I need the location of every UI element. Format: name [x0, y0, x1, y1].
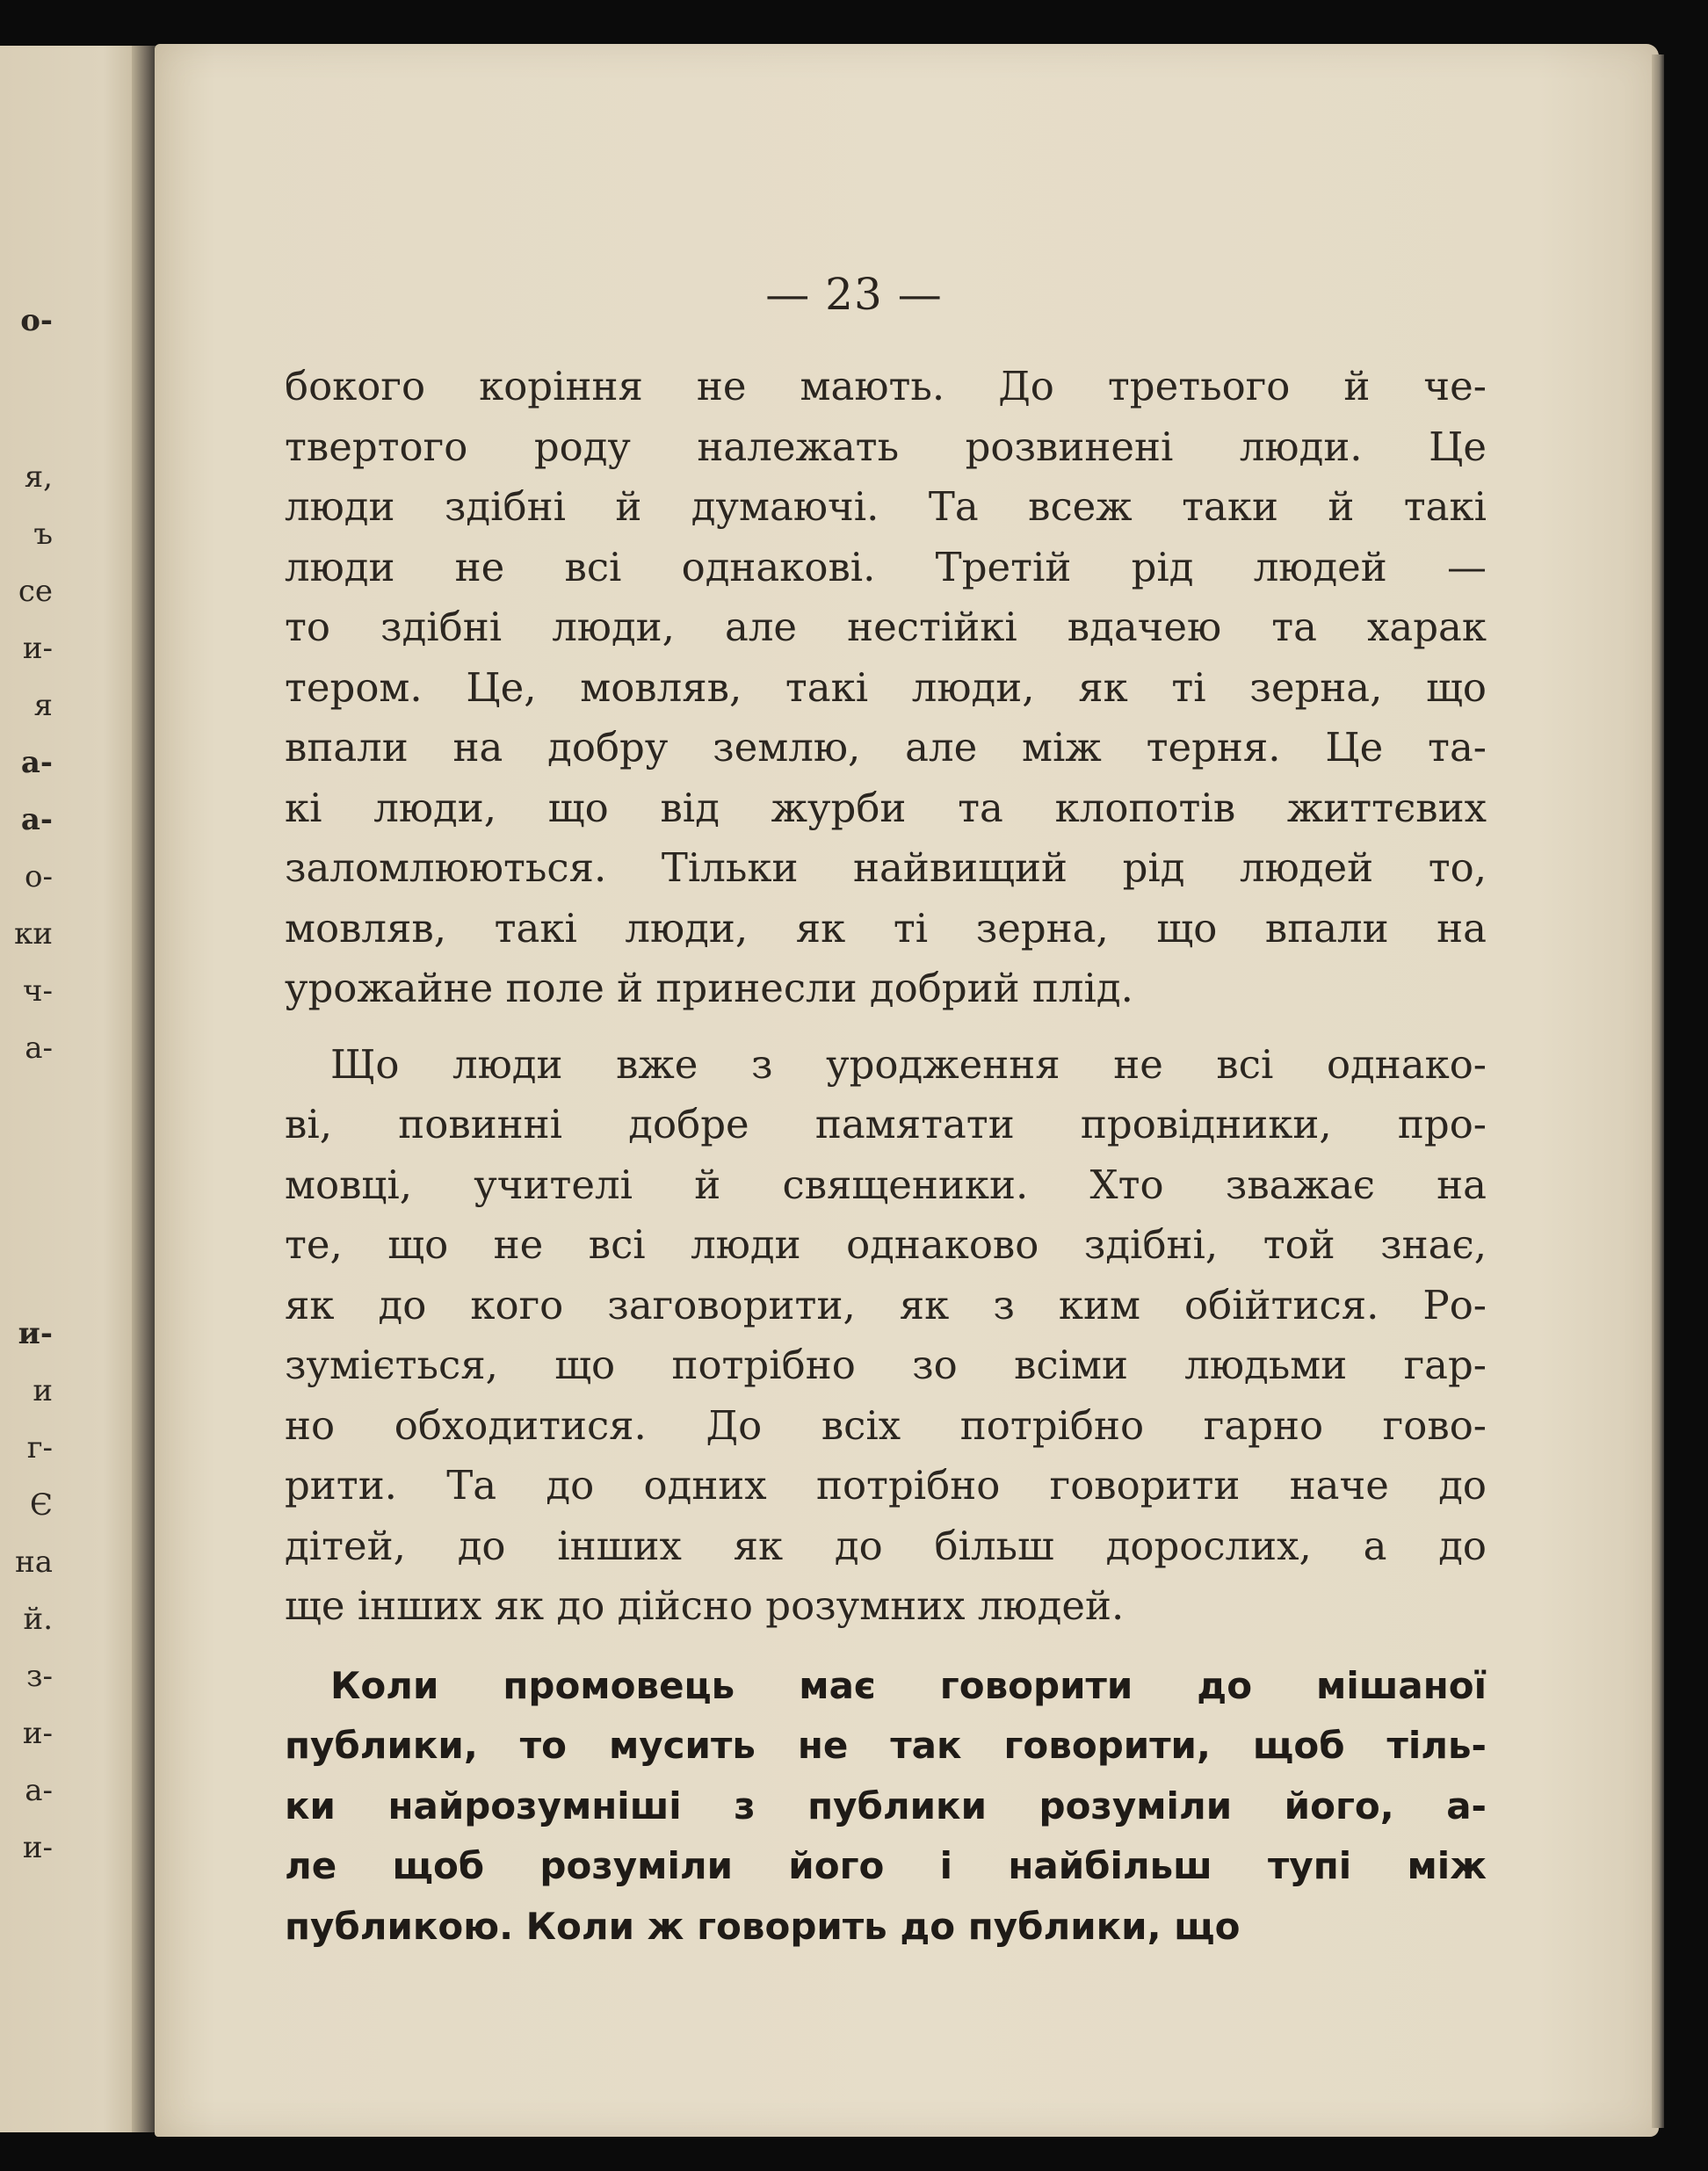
text-line: те, що не всі люди однаково здібні, той знає, — [285, 1221, 1487, 1268]
left-page-fragment: а- — [20, 745, 53, 780]
text-line: Що люди вже з уродження не всі однако- — [330, 1040, 1487, 1088]
right-page — [155, 44, 1659, 2137]
text-line: як до кого заговорити, як з ким обійтися. Ро- — [285, 1281, 1487, 1328]
left-page-fragment: я — [33, 688, 53, 723]
left-page-edge — [0, 46, 148, 2132]
text-line: ле щоб розуміли його і найбільш тупі між — [285, 1844, 1487, 1887]
left-page-fragment: и- — [22, 631, 53, 666]
left-page-fragment: а- — [25, 1773, 53, 1808]
page-number — [155, 269, 1659, 320]
paragraph-1 — [285, 357, 1487, 1019]
left-page-fragment: ч- — [23, 973, 53, 1009]
left-page-fragment: з- — [25, 1659, 53, 1694]
left-page-fragment: о- — [25, 859, 53, 894]
text-line: урожайне поле й принесли добрий плід. — [285, 965, 1133, 1011]
text-line: мовляв, такі люди, як ті зерна, що впали на — [285, 904, 1487, 952]
paragraph-2 — [285, 1035, 1487, 1637]
left-page-fragment: се — [18, 574, 53, 609]
page-body-text — [285, 357, 1487, 1957]
text-line: рити. Та до одних потрібно говорити наче до — [285, 1462, 1487, 1509]
left-page-fragment: о- — [20, 303, 53, 338]
text-line: ще інших як до дійсно розумних людей. — [285, 1582, 1125, 1629]
left-page-fragment: на — [15, 1545, 53, 1580]
text-line: публики, то мусить не так говорити, щоб тіль- — [285, 1724, 1487, 1767]
page-number-text: — 23 — — [765, 269, 943, 320]
text-line: дітей, до інших як до більш дорослих, а до — [285, 1522, 1487, 1569]
text-line: Коли промовець має говорити до мішаної — [330, 1663, 1487, 1707]
text-line: люди не всі однакові. Третій рід людей — — [285, 543, 1487, 590]
left-page-fragment: я, — [24, 460, 53, 495]
left-page-fragment: Є — [29, 1487, 53, 1523]
text-line: впали на добру землю, але між терня. Це та- — [285, 724, 1487, 771]
left-page-fragment: и- — [22, 1716, 53, 1751]
left-page-fragment: ъ — [33, 517, 53, 552]
text-line: ки найрозумніші з публики розуміли його, а- — [285, 1784, 1487, 1827]
text-line: ві, повинні добре памятати провідники, про- — [285, 1101, 1487, 1147]
left-page-fragment: ки — [14, 916, 53, 952]
text-line: бокого коріння не мають. До третього й че- — [285, 363, 1487, 409]
right-page-edge — [1652, 54, 1664, 2128]
left-page-fragment: а- — [20, 802, 53, 837]
text-line: то здібні люди, але нестійкі вдачею та харак — [285, 604, 1487, 650]
left-page-fragment: и — [33, 1373, 53, 1408]
text-line: твертого роду належать розвинені люди. Це — [285, 423, 1487, 470]
text-line: заломлюються. Тільки найвищий рід людей то, — [285, 844, 1487, 891]
text-line: но обходитися. До всіх потрібно гарно гово- — [285, 1401, 1487, 1449]
text-line: кі люди, що від журби та клопотів життєвих — [285, 784, 1487, 831]
text-line: люди здібні й думаючі. Та всеж таки й такі — [285, 483, 1487, 530]
left-page-fragment: а- — [25, 1031, 53, 1066]
paragraph-3 — [285, 1656, 1487, 1958]
text-line: публикою. Коли ж говорить до публики, що — [285, 1904, 1241, 1948]
text-line: тером. Це, мовляв, такі люди, як ті зерна, що — [285, 663, 1487, 711]
left-page-fragment: г- — [26, 1430, 53, 1465]
left-page-fragment: и- — [22, 1830, 53, 1865]
left-page-text-fragments — [0, 46, 148, 2132]
text-line: зуміється, що потрібно зо всіми людьми гар- — [285, 1342, 1487, 1388]
left-page-fragment: й. — [23, 1602, 53, 1637]
text-line: мовці, учителі й священики. Хто зважає на — [285, 1161, 1487, 1208]
left-page-fragment: и- — [18, 1316, 53, 1351]
